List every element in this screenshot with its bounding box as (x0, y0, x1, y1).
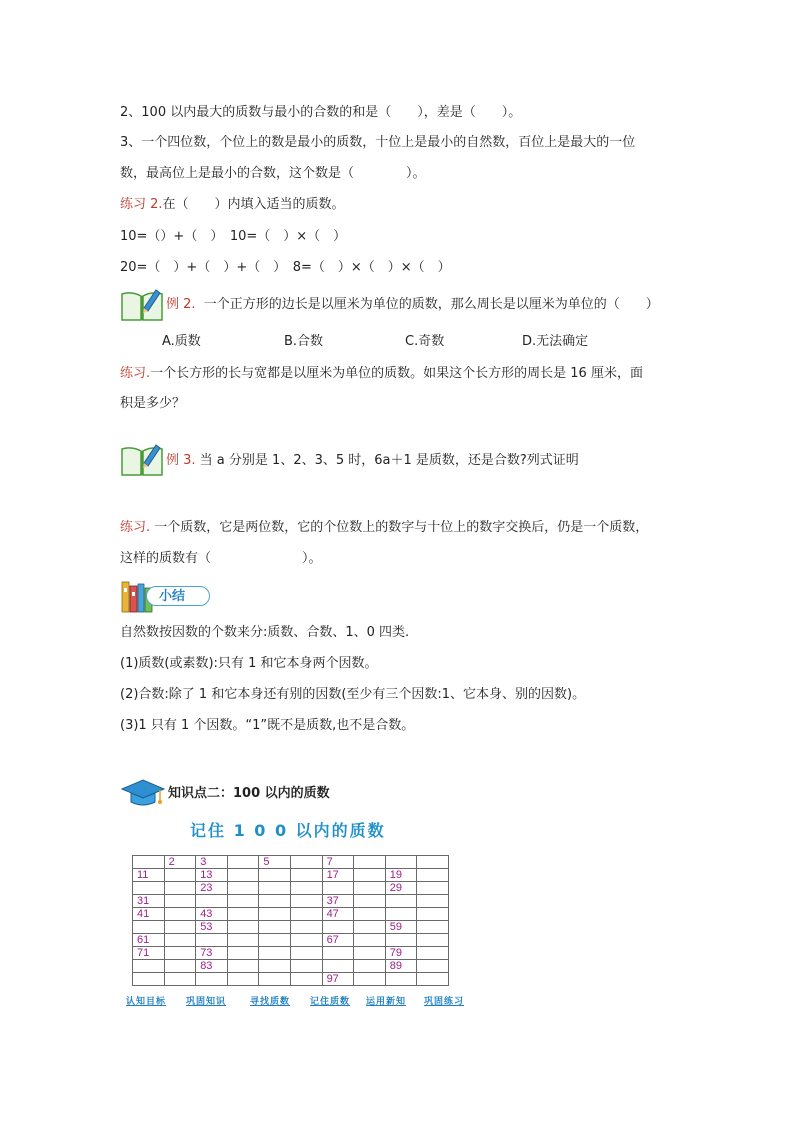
table-cell (354, 856, 386, 869)
table-cell: 11 (133, 869, 165, 882)
table-cell (259, 921, 291, 934)
table-cell (259, 973, 291, 986)
table-cell (417, 947, 449, 960)
example-3-label: 例 3. (166, 453, 196, 468)
table-cell (164, 908, 196, 921)
choice-c: C.奇数 (405, 334, 445, 349)
practice-rectangle-label: 练习. (120, 366, 151, 381)
table-cell (227, 882, 259, 895)
practice-swap-line2: 这样的质数有（ ）。 (120, 551, 322, 566)
table-cell: 67 (322, 934, 354, 947)
summary-title: 小结 (146, 586, 210, 606)
table-cell: 53 (196, 921, 228, 934)
table-cell (354, 882, 386, 895)
table-cell: 5 (259, 856, 291, 869)
practice-rectangle-text: 一个长方形的长与宽都是以厘米为单位的质数。如果这个长方形的周长是 16 厘米，面 (150, 366, 643, 381)
table-cell (290, 869, 322, 882)
table-cell (322, 882, 354, 895)
table-cell (227, 921, 259, 934)
table-cell (164, 973, 196, 986)
table-cell: 17 (322, 869, 354, 882)
table-cell (164, 947, 196, 960)
table-row (133, 869, 449, 882)
table-cell: 29 (385, 882, 417, 895)
table-cell (164, 895, 196, 908)
question-3-line2: 数，最高位上是最小的合数，这个数是（ ）。 (120, 166, 426, 181)
nav-link-remember-primes[interactable]: 记住质数 (310, 997, 351, 1007)
example-3-text: 当 a 分别是 1、2、3、5 时，6a＋1 是质数，还是合数?列式证明 (195, 453, 579, 468)
table-cell (322, 921, 354, 934)
nav-link-apply-new-knowledge[interactable]: 运用新知 (366, 997, 407, 1007)
table-cell: 41 (133, 908, 165, 921)
summary-item-3: (3)1 只有 1 个因数。“1”既不是质数,也不是合数。 (120, 718, 415, 733)
table-cell: 79 (385, 947, 417, 960)
table-cell (290, 856, 322, 869)
table-cell: 13 (196, 869, 228, 882)
table-cell (259, 947, 291, 960)
table-cell (417, 921, 449, 934)
table-cell (133, 960, 165, 973)
table-cell (227, 934, 259, 947)
practice-2 (120, 195, 345, 215)
table-row (133, 895, 449, 908)
table-cell (354, 869, 386, 882)
open-book-pencil-icon (120, 286, 164, 322)
table-cell (354, 908, 386, 921)
summary-item-1: (1)质数(或素数):只有 1 和它本身两个因数。 (120, 656, 378, 671)
table-cell (290, 973, 322, 986)
table-cell (227, 947, 259, 960)
table-cell (259, 934, 291, 947)
table-cell (164, 934, 196, 947)
table-cell: 89 (385, 960, 417, 973)
table-cell: 43 (196, 908, 228, 921)
table-cell (227, 869, 259, 882)
table-row (133, 856, 449, 869)
table-row (133, 908, 449, 921)
table-cell (133, 882, 165, 895)
table-cell (354, 921, 386, 934)
practice-swap-text: 一个质数，它是两位数，它的个位数上的数字与十位上的数字交换后，仍是一个质数， (150, 520, 649, 535)
practice-swap-line1 (120, 518, 648, 538)
table-cell (417, 960, 449, 973)
table-cell (354, 973, 386, 986)
table-row (133, 960, 449, 973)
table-row (133, 934, 449, 947)
table-cell (417, 856, 449, 869)
question-2: 2、100 以内最大的质数与最小的合数的和是（ ），差是（ ）。 (120, 105, 522, 120)
example-2 (166, 295, 659, 315)
table-cell (417, 934, 449, 947)
practice-swap-label: 练习. (120, 520, 151, 535)
table-cell (196, 973, 228, 986)
table-cell (322, 947, 354, 960)
practice-rectangle-line1 (120, 364, 643, 384)
practice-2-row2: 20=（ ）+（ ）+（ ） 8=（ ）×（ ）×（ ） (120, 260, 451, 275)
table-row (133, 882, 449, 895)
table-cell (385, 895, 417, 908)
table-row (133, 947, 449, 960)
table-cell: 23 (196, 882, 228, 895)
choice-d: D.无法确定 (522, 334, 589, 349)
table-cell: 59 (385, 921, 417, 934)
summary-intro: 自然数按因数的个数来分:质数、合数、1、0 四类. (120, 625, 410, 640)
table-cell (259, 908, 291, 921)
table-cell (164, 921, 196, 934)
table-cell: 83 (196, 960, 228, 973)
table-cell (290, 882, 322, 895)
table-cell (196, 934, 228, 947)
prime-table-title: 记住 1 0 0 以内的质数 (190, 821, 386, 840)
table-cell (354, 895, 386, 908)
practice-2-label: 练习 2. (120, 197, 163, 212)
table-cell (259, 960, 291, 973)
table-cell: 19 (385, 869, 417, 882)
table-cell (417, 882, 449, 895)
practice-rectangle-line2: 积是多少？ (120, 396, 186, 411)
table-cell (417, 869, 449, 882)
table-cell (227, 908, 259, 921)
table-cell (385, 856, 417, 869)
table-cell (290, 908, 322, 921)
table-cell (259, 869, 291, 882)
table-cell: 31 (133, 895, 165, 908)
table-cell (133, 856, 165, 869)
table-cell (354, 934, 386, 947)
graduation-cap-icon (120, 777, 166, 809)
question-3-line1: 3、一个四位数，个位上的数是最小的质数，十位上是最小的自然数，百位上是最大的一位 (120, 135, 636, 150)
example-2-label: 例 2. (166, 297, 196, 312)
table-cell (290, 960, 322, 973)
nav-link-consolidate-knowledge[interactable]: 巩固知识 (186, 997, 227, 1007)
table-cell (290, 895, 322, 908)
table-cell: 71 (133, 947, 165, 960)
table-cell (164, 869, 196, 882)
table-cell (227, 895, 259, 908)
table-cell: 97 (322, 973, 354, 986)
table-cell (133, 973, 165, 986)
example-2-text: 一个正方形的边长是以厘米为单位的质数，那么周长是以厘米为单位的（ ） (195, 297, 659, 312)
nav-link-practice[interactable]: 巩固练习 (424, 997, 465, 1007)
table-cell: 3 (196, 856, 228, 869)
table-cell (259, 895, 291, 908)
table-cell (354, 960, 386, 973)
summary-item-2: (2)合数:除了 1 和它本身还有别的因数(至少有三个因数:1、它本身、别的因数)。 (120, 687, 586, 702)
knowledge-point-title: 知识点二：100 以内的质数 (168, 786, 330, 801)
table-cell (322, 960, 354, 973)
table-cell (290, 934, 322, 947)
table-cell (417, 973, 449, 986)
table-row (133, 973, 449, 986)
nav-link-goals[interactable]: 认知目标 (126, 997, 167, 1007)
practice-2-row1: 10=（）+（ ） 10=（ ）×（ ） (120, 229, 347, 244)
table-cell (385, 908, 417, 921)
open-book-pencil-icon (120, 441, 164, 477)
prime-table (132, 855, 449, 986)
summary-banner (120, 578, 214, 614)
table-cell: 61 (133, 934, 165, 947)
table-cell (227, 960, 259, 973)
table-cell: 47 (322, 908, 354, 921)
table-cell (227, 856, 259, 869)
table-cell (164, 882, 196, 895)
choice-a: A.质数 (162, 334, 201, 349)
table-cell (354, 947, 386, 960)
table-cell (417, 908, 449, 921)
example-3 (166, 451, 579, 471)
table-cell (196, 895, 228, 908)
table-cell: 37 (322, 895, 354, 908)
table-cell (133, 921, 165, 934)
practice-2-text: 在（ ）内填入适当的质数。 (162, 197, 345, 212)
table-cell (227, 973, 259, 986)
table-cell (385, 934, 417, 947)
table-row (133, 921, 449, 934)
table-cell: 73 (196, 947, 228, 960)
nav-link-find-primes[interactable]: 寻找质数 (250, 997, 291, 1007)
choice-b: B.合数 (284, 334, 324, 349)
table-cell: 2 (164, 856, 196, 869)
table-cell (290, 947, 322, 960)
table-cell (385, 973, 417, 986)
table-cell (417, 895, 449, 908)
table-cell (259, 882, 291, 895)
table-cell: 7 (322, 856, 354, 869)
table-cell (164, 960, 196, 973)
table-cell (290, 921, 322, 934)
